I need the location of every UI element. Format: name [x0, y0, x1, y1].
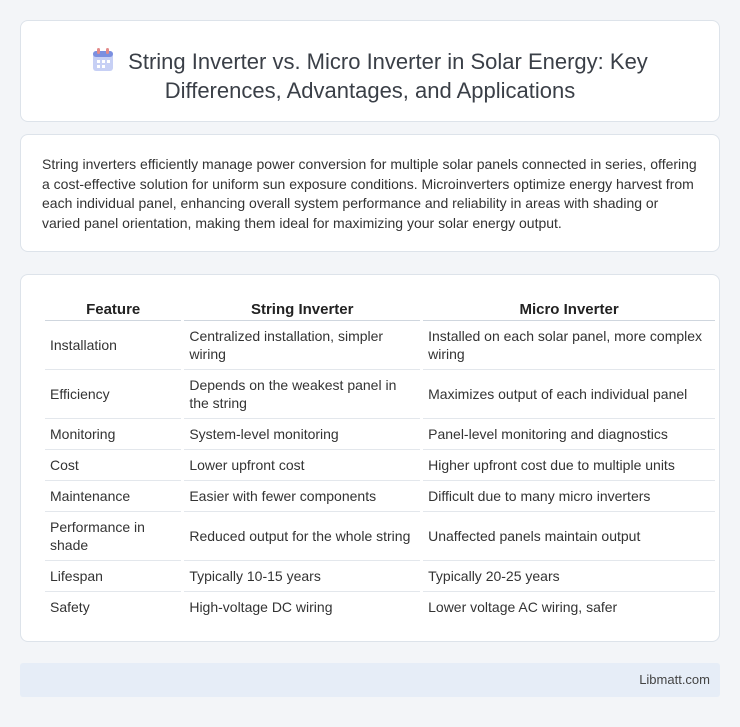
table-row	[45, 561, 715, 592]
string-inverter-cell: High-voltage DC wiring	[189, 599, 333, 615]
feature-cell: Performance in shade	[45, 512, 181, 561]
table-row	[45, 450, 715, 481]
micro-inverter-cell: Installed on each solar panel, more complex wiring	[423, 321, 715, 370]
table-row	[45, 481, 715, 512]
table-row	[45, 370, 715, 419]
title-line-2: Differences, Advantages, and Applications	[164, 78, 576, 103]
intro-card	[20, 134, 720, 252]
micro-inverter-cell: Panel-level monitoring and diagnostics	[423, 419, 715, 450]
calendar-icon	[92, 48, 114, 72]
header-micro-inverter: Micro Inverter	[423, 297, 715, 321]
string-inverter-cell: Typically 10-15 years	[184, 561, 420, 592]
table-header-row	[45, 297, 715, 321]
micro-inverter-cell: Unaffected panels maintain output	[423, 512, 715, 561]
feature-cell: Cost	[45, 450, 181, 481]
micro-inverter-cell: Typically 20-25 years	[423, 561, 715, 592]
footer-bar	[20, 663, 720, 697]
table-row	[45, 512, 715, 561]
feature-cell: Safety	[50, 599, 90, 615]
comparison-table	[42, 297, 718, 623]
table-row	[45, 592, 715, 623]
string-inverter-cell: Centralized installation, simpler wiring	[184, 321, 420, 370]
feature-cell: Efficiency	[45, 370, 181, 419]
micro-inverter-cell: Maximizes output of each individual panel	[423, 370, 715, 419]
header-feature: Feature	[45, 297, 181, 321]
feature-cell: Maintenance	[45, 481, 181, 512]
title-card	[20, 20, 720, 122]
micro-inverter-cell: Lower voltage AC wiring, safer	[428, 599, 618, 615]
feature-cell: Installation	[45, 321, 181, 370]
string-inverter-cell: Easier with fewer components	[184, 481, 420, 512]
string-inverter-cell: Lower upfront cost	[184, 450, 420, 481]
feature-cell: Monitoring	[45, 419, 181, 450]
string-inverter-cell: Depends on the weakest panel in the string	[184, 370, 420, 419]
micro-inverter-cell: Difficult due to many micro inverters	[423, 481, 715, 512]
comparison-card	[20, 274, 720, 642]
feature-cell: Lifespan	[45, 561, 181, 592]
footer-brand-link[interactable]: Libmatt.com	[639, 672, 710, 687]
table-row	[45, 419, 715, 450]
micro-inverter-cell: Higher upfront cost due to multiple units	[423, 450, 715, 481]
page-title	[21, 47, 719, 105]
intro-paragraph: String inverters efficiently manage power conversion for multiple solar panels connected in series, offering a cost-effective solution for uniform sun exposure conditions. Microinverters optimize energy harvest from each individual panel, enhancing overall system performance and reliability in areas with shading or varied panel orientation, making them ideal for maximizing your solar energy output.	[42, 156, 697, 231]
string-inverter-cell: System-level monitoring	[184, 419, 420, 450]
string-inverter-cell: Reduced output for the whole string	[184, 512, 420, 561]
title-line-1: String Inverter vs. Micro Inverter in Solar Energy: Key	[128, 49, 648, 74]
table-row	[45, 321, 715, 370]
header-string-inverter: String Inverter	[184, 297, 420, 321]
